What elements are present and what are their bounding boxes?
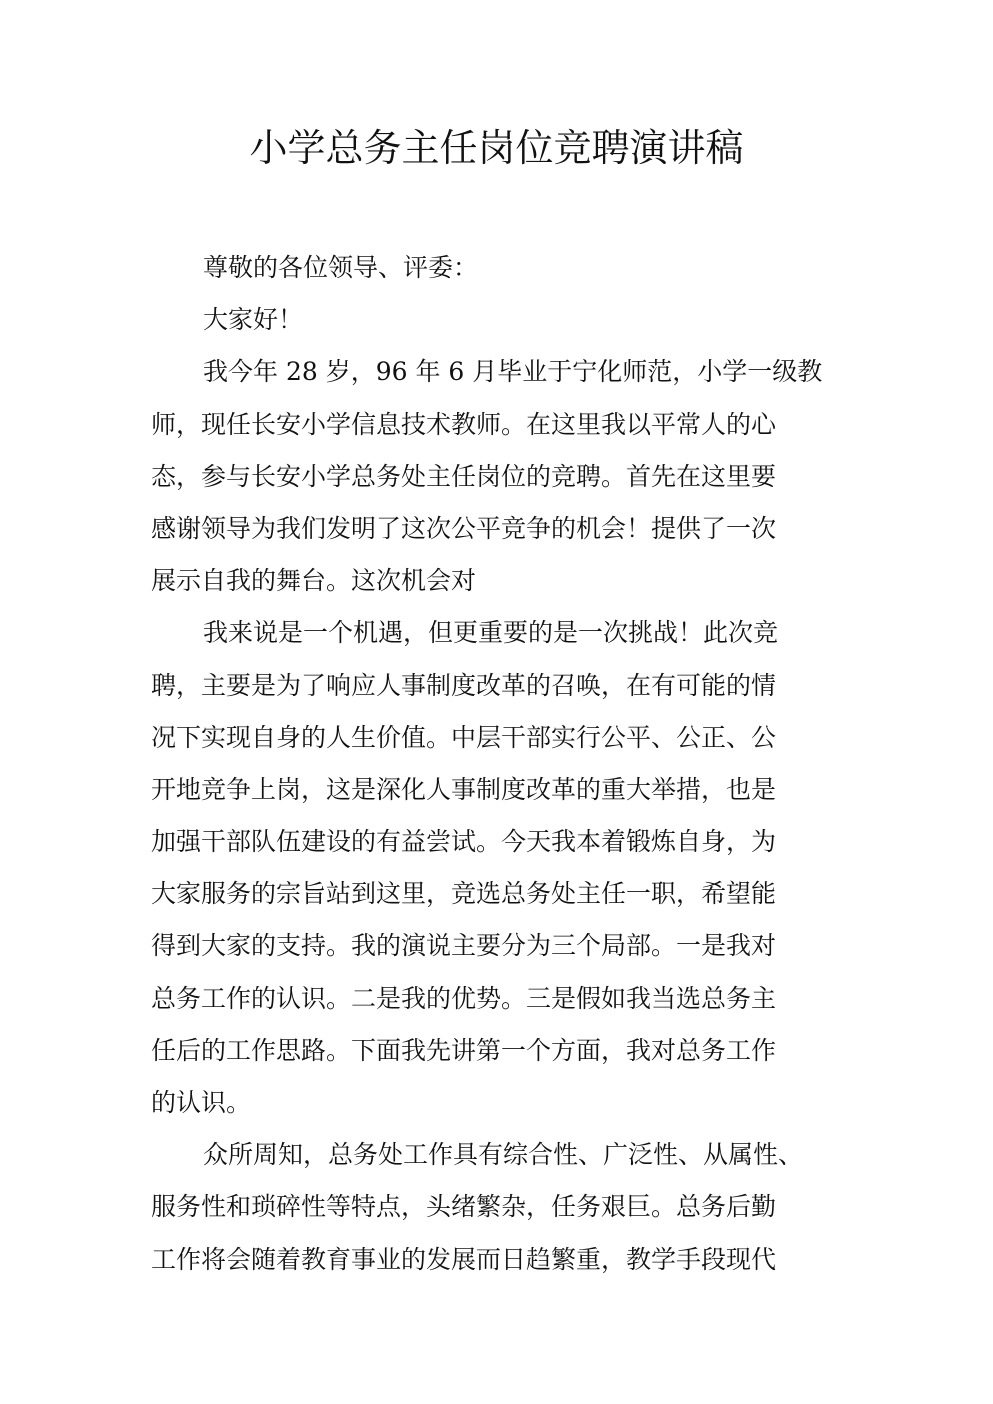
text-line: 尊敬的各位领导、评委： — [203, 253, 479, 282]
text-line: 我来说是一个机遇，但更重要的是一次挑战！此次竞 — [203, 618, 779, 648]
paragraph — [151, 346, 851, 607]
text-line: 服务性和琐碎性等特点，头绪繁杂，任务艰巨。总务后勤 — [151, 1192, 777, 1222]
text-line: 况下实现自身的人生价值。中层干部实行公平、公正、公 — [151, 722, 777, 752]
text-line: 展示自我的舞台。这次机会对 — [151, 566, 477, 596]
text-line: 任后的工作思路。下面我先讲第一个方面，我对总务工作 — [151, 1035, 777, 1065]
text-line: 众所周知，总务处工作具有综合性、广泛性、从属性、 — [203, 1140, 804, 1170]
text-line: 总务工作的认识。二是我的优势。三是假如我当选总务主 — [151, 983, 777, 1013]
text-line: 大家好！ — [203, 305, 304, 335]
paragraph — [151, 294, 851, 346]
text-line: 得到大家的支持。我的演说主要分为三个局部。一是我对 — [151, 931, 777, 961]
document-body — [151, 242, 851, 1286]
paragraph — [151, 1129, 851, 1286]
paragraph — [151, 242, 851, 294]
text-line: 感谢领导为我们发明了这次公平竞争的机会！提供了一次 — [151, 513, 777, 543]
text-line: 的认识。 — [151, 1088, 252, 1117]
text-line: 开地竞争上岗，这是深化人事制度改革的重大举措，也是 — [151, 774, 777, 804]
text-line: 师，现任长安小学信息技术教师。在这里我以平常人的心 — [151, 409, 777, 439]
text-line: 大家服务的宗旨站到这里，竞选总务处主任一职，希望能 — [151, 879, 777, 909]
text-line: 加强干部队伍建设的有益尝试。今天我本着锻炼自身，为 — [151, 827, 777, 857]
text-line: 聘，主要是为了响应人事制度改革的召唤，在有可能的情 — [151, 670, 777, 700]
text-line: 工作将会随着教育事业的发展而日趋繁重，教学手段现代 — [151, 1244, 777, 1274]
document-title: 小学总务主任岗位竞聘演讲稿 — [249, 126, 744, 170]
text-line: 态，参与长安小学总务处主任岗位的竞聘。首先在这里要 — [151, 461, 777, 491]
text-line: 我今年 28 岁，96 年 6 月毕业于宁化师范，小学一级教 — [203, 357, 823, 387]
paragraph — [151, 607, 851, 1129]
